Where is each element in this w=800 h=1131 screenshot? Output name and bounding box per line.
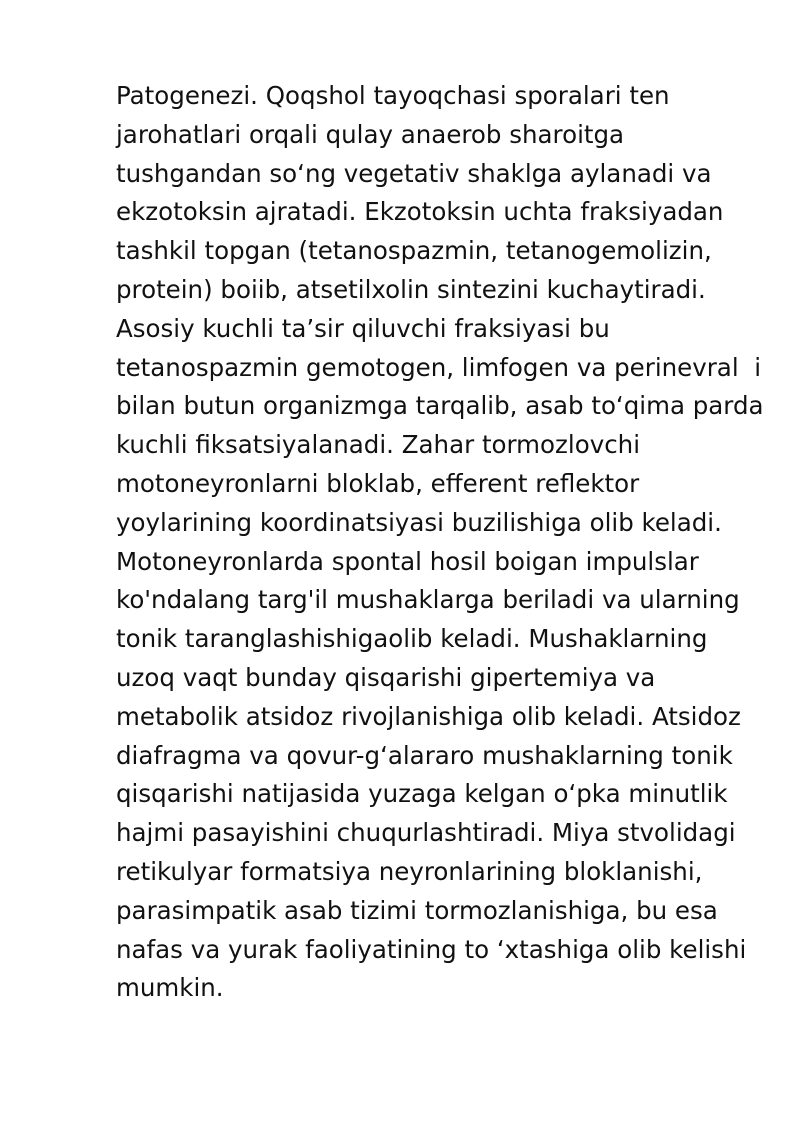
text-line: hajmi pasayishini chuqurlashtiradi. Miya stvolidagi xyxy=(116,818,736,848)
text-line: retikulyar formatsiya neyronlarining bloklanishi, xyxy=(116,856,703,886)
text-line: diafragma va qovur-g‘alararo mushaklarning tonik xyxy=(116,740,733,770)
text-line: parasimpatik asab tizimi tormozlanishiga, bu esa xyxy=(116,895,718,925)
text-line: ekzotoksin ajratadi. Ekzotoksin uchta fraksiyadan xyxy=(116,197,724,227)
text-line: nafas va yurak faoliyatining to ‘xtashiga olib kelishi xyxy=(116,934,747,964)
text-line: tetanospazmin gemotogen, limfogen va perinevral i xyxy=(116,352,762,382)
text-line: tushgandan so‘ng vegetativ shaklga aylanadi va xyxy=(116,158,712,188)
text-line: kuchli fiksatsiyalanadi. Zahar tormozlovchi xyxy=(116,430,640,460)
text-line: tonik taranglashishigaolib keladi. Mushaklarning xyxy=(116,624,708,654)
text-line: ko'ndalang targ'il mushaklarga beriladi va ularning xyxy=(116,585,740,615)
text-line: protein) boiib, atsetilxolin sintezini kuchaytiradi. xyxy=(116,274,706,304)
text-line: yoylarining koordinatsiyasi buzilishiga olib keladi. xyxy=(116,507,722,537)
text-line: Asosiy kuchli ta’sir qiluvchi fraksiyasi bu xyxy=(116,313,610,343)
text-line: mumkin. xyxy=(116,973,224,1003)
text-line: bilan butun organizmga tarqalib, asab to‘qima parda xyxy=(116,391,764,421)
text-line: jarohatlari orqali qulay anaerob sharoitga xyxy=(116,119,625,149)
text-line: metabolik atsidoz rivojlanishiga olib keladi. Atsidoz xyxy=(116,701,741,731)
text-line: uzoq vaqt bunday qisqarishi gipertemiya va xyxy=(116,662,656,692)
text-line: Motoneyronlarda spontal hosil boigan impulslar xyxy=(116,546,699,576)
text-line: Patogenezi. Qoqshol tayoqchasi sporalari ten xyxy=(116,81,670,110)
body-paragraph xyxy=(116,77,764,1008)
text-line: qisqarishi natijasida yuzaga kelgan o‘pka minutlik xyxy=(116,779,728,809)
text-line: motoneyronlarni bloklab, efferent reflektor xyxy=(116,468,640,498)
text-line: tashkil topgan (tetanospazmin, tetanogemolizin, xyxy=(116,236,712,266)
